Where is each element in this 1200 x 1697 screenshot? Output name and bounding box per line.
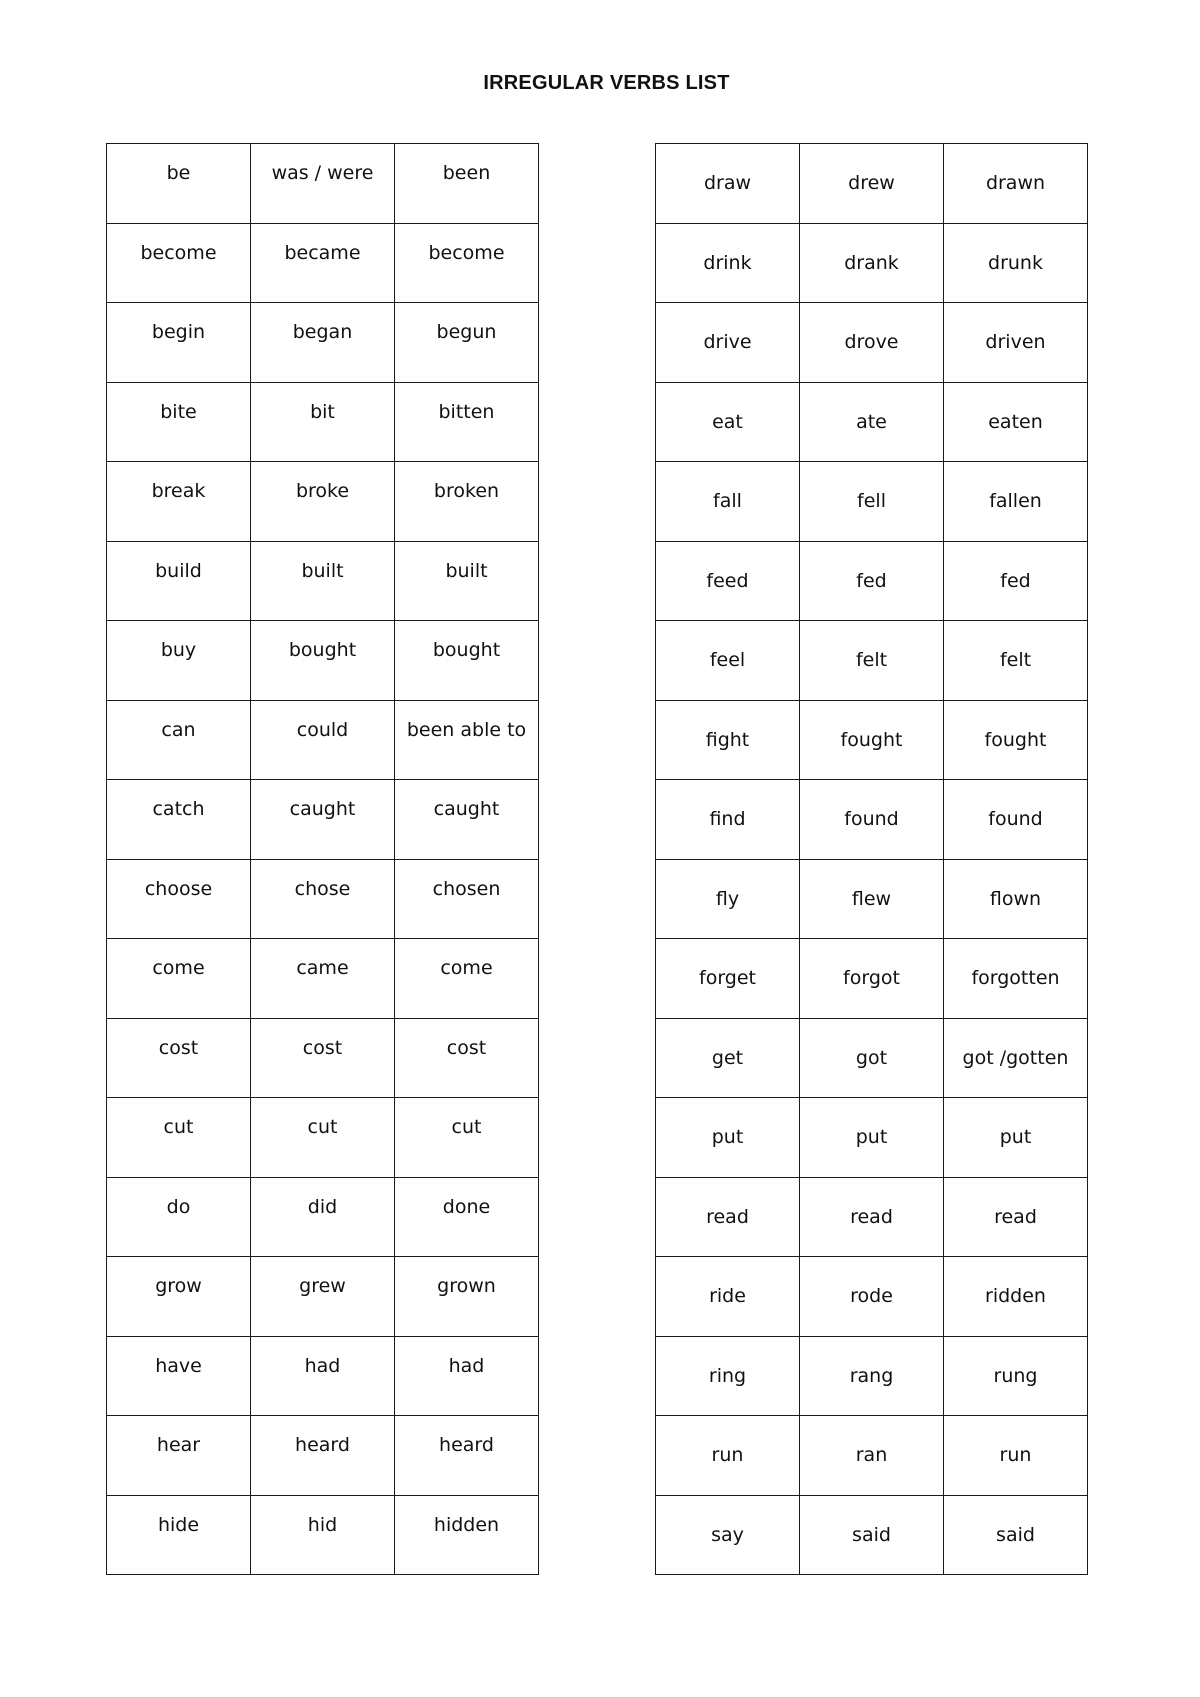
table-row (656, 1177, 1088, 1257)
verb-cell-base-form: become (107, 223, 251, 303)
verb-cell-past-simple: said (800, 1495, 944, 1575)
verb-cell-past-participle: run (944, 1416, 1088, 1496)
table-row (656, 1018, 1088, 1098)
verb-cell-base-form: do (107, 1177, 251, 1257)
verb-cell-base-form: drive (656, 303, 800, 383)
verb-cell-base-form: get (656, 1018, 800, 1098)
verb-cell-base-form: hide (107, 1495, 251, 1575)
verb-cell-past-simple: came (251, 939, 395, 1019)
verb-cell-past-simple: bought (251, 621, 395, 701)
table-row (107, 1336, 539, 1416)
verb-cell-base-form: choose (107, 859, 251, 939)
verb-cell-base-form: grow (107, 1257, 251, 1337)
table-row (107, 1018, 539, 1098)
verb-cell-base-form: fall (656, 462, 800, 542)
verbs-table-left (106, 143, 539, 1575)
verb-cell-past-participle: cut (395, 1098, 539, 1178)
verb-cell-past-simple: flew (800, 859, 944, 939)
verb-cell-past-participle: become (395, 223, 539, 303)
verb-cell-past-simple: rode (800, 1257, 944, 1337)
table-row (656, 1495, 1088, 1575)
table-row (656, 1336, 1088, 1416)
table-row (656, 223, 1088, 303)
verb-cell-past-participle: been (395, 144, 539, 224)
verb-cell-past-participle: said (944, 1495, 1088, 1575)
verbs-table-right (655, 143, 1088, 1575)
verb-cell-past-participle: ridden (944, 1257, 1088, 1337)
verb-cell-past-participle: cost (395, 1018, 539, 1098)
verb-cell-past-simple: could (251, 700, 395, 780)
verb-cell-base-form: fly (656, 859, 800, 939)
verb-cell-past-simple: built (251, 541, 395, 621)
verb-cell-base-form: be (107, 144, 251, 224)
verb-cell-past-participle: drunk (944, 223, 1088, 303)
verb-cell-base-form: drink (656, 223, 800, 303)
verb-cell-past-participle: bought (395, 621, 539, 701)
verb-cell-base-form: ring (656, 1336, 800, 1416)
table-row (656, 303, 1088, 383)
table-row (656, 1257, 1088, 1337)
verb-cell-past-participle: heard (395, 1416, 539, 1496)
verb-cell-past-simple: got (800, 1018, 944, 1098)
verb-cell-past-simple: put (800, 1098, 944, 1178)
verb-cell-base-form: fight (656, 700, 800, 780)
verb-cell-past-participle: forgotten (944, 939, 1088, 1019)
verb-cell-base-form: ride (656, 1257, 800, 1337)
verb-cell-past-participle: broken (395, 462, 539, 542)
verb-cell-past-participle: come (395, 939, 539, 1019)
verb-cell-base-form: feel (656, 621, 800, 701)
verb-cell-past-participle: rung (944, 1336, 1088, 1416)
table-row (656, 144, 1088, 224)
table-row (656, 462, 1088, 542)
verb-cell-past-simple: drank (800, 223, 944, 303)
verb-cell-base-form: bite (107, 382, 251, 462)
verb-cell-base-form: break (107, 462, 251, 542)
verbs-table-right-body (656, 144, 1088, 1575)
verb-cell-base-form: draw (656, 144, 800, 224)
table-row (107, 1495, 539, 1575)
verb-cell-past-participle: fallen (944, 462, 1088, 542)
verb-cell-past-participle: had (395, 1336, 539, 1416)
table-row (107, 382, 539, 462)
verb-cell-past-participle: drawn (944, 144, 1088, 224)
verb-cell-base-form: forget (656, 939, 800, 1019)
table-row (107, 144, 539, 224)
verb-cell-past-simple: forgot (800, 939, 944, 1019)
table-row (656, 700, 1088, 780)
table-row (656, 780, 1088, 860)
table-row (656, 1416, 1088, 1496)
verb-cell-past-simple: became (251, 223, 395, 303)
verb-cell-past-simple: ate (800, 382, 944, 462)
table-row (107, 700, 539, 780)
verb-cell-past-simple: caught (251, 780, 395, 860)
verb-cell-past-simple: felt (800, 621, 944, 701)
verb-cell-past-simple: began (251, 303, 395, 383)
verb-cell-past-simple: ran (800, 1416, 944, 1496)
verb-cell-past-participle: fought (944, 700, 1088, 780)
verb-cell-base-form: buy (107, 621, 251, 701)
verb-cell-base-form: feed (656, 541, 800, 621)
verb-cell-past-simple: heard (251, 1416, 395, 1496)
verb-cell-past-participle: grown (395, 1257, 539, 1337)
table-row (107, 780, 539, 860)
verb-cell-past-simple: read (800, 1177, 944, 1257)
verb-cell-base-form: catch (107, 780, 251, 860)
verb-cell-base-form: read (656, 1177, 800, 1257)
verb-cell-past-simple: grew (251, 1257, 395, 1337)
table-row (107, 1257, 539, 1337)
verb-cell-base-form: cut (107, 1098, 251, 1178)
verb-cell-past-simple: hid (251, 1495, 395, 1575)
verb-cell-past-simple: rang (800, 1336, 944, 1416)
verb-cell-past-participle: put (944, 1098, 1088, 1178)
verb-cell-past-simple: bit (251, 382, 395, 462)
verb-cell-past-participle: found (944, 780, 1088, 860)
verb-cell-past-simple: fed (800, 541, 944, 621)
table-row (107, 1177, 539, 1257)
verb-cell-past-simple: did (251, 1177, 395, 1257)
verb-cell-base-form: have (107, 1336, 251, 1416)
verb-cell-base-form: put (656, 1098, 800, 1178)
verb-cell-past-participle: done (395, 1177, 539, 1257)
table-row (107, 303, 539, 383)
verb-cell-past-participle: driven (944, 303, 1088, 383)
verb-cell-past-simple: fell (800, 462, 944, 542)
verb-cell-past-simple: cost (251, 1018, 395, 1098)
verb-cell-past-simple: found (800, 780, 944, 860)
table-row (107, 859, 539, 939)
verb-cell-past-simple: chose (251, 859, 395, 939)
verb-cell-past-participle: built (395, 541, 539, 621)
verb-cell-base-form: begin (107, 303, 251, 383)
verb-cell-base-form: say (656, 1495, 800, 1575)
verb-cell-past-participle: caught (395, 780, 539, 860)
table-row (107, 462, 539, 542)
verb-cell-base-form: come (107, 939, 251, 1019)
verb-cell-past-participle: read (944, 1177, 1088, 1257)
verb-cell-past-simple: had (251, 1336, 395, 1416)
table-row (656, 541, 1088, 621)
verb-cell-base-form: can (107, 700, 251, 780)
verb-cell-past-participle: begun (395, 303, 539, 383)
verb-cell-past-participle: felt (944, 621, 1088, 701)
verb-cell-past-participle: eaten (944, 382, 1088, 462)
verb-cell-past-simple: broke (251, 462, 395, 542)
verb-cell-past-simple: was / were (251, 144, 395, 224)
table-row (656, 939, 1088, 1019)
verb-cell-past-simple: fought (800, 700, 944, 780)
table-row (656, 859, 1088, 939)
table-row (107, 541, 539, 621)
table-row (656, 1098, 1088, 1178)
verb-cell-past-participle: flown (944, 859, 1088, 939)
verb-cell-past-participle: been able to (395, 700, 539, 780)
verb-cell-base-form: eat (656, 382, 800, 462)
verb-cell-base-form: hear (107, 1416, 251, 1496)
verb-cell-past-participle: chosen (395, 859, 539, 939)
verbs-table-left-body (107, 144, 539, 1575)
verb-cell-base-form: run (656, 1416, 800, 1496)
verb-cell-past-participle: got /gotten (944, 1018, 1088, 1098)
table-row (107, 939, 539, 1019)
verb-cell-base-form: find (656, 780, 800, 860)
verb-cell-base-form: build (107, 541, 251, 621)
page-title: IRREGULAR VERBS LIST (483, 72, 730, 94)
verb-cell-past-participle: hidden (395, 1495, 539, 1575)
table-row (107, 1098, 539, 1178)
verb-cell-base-form: cost (107, 1018, 251, 1098)
verb-cell-past-participle: bitten (395, 382, 539, 462)
table-row (656, 382, 1088, 462)
table-row (656, 621, 1088, 701)
table-row (107, 1416, 539, 1496)
verb-cell-past-simple: cut (251, 1098, 395, 1178)
table-row (107, 621, 539, 701)
verb-cell-past-simple: drew (800, 144, 944, 224)
table-row (107, 223, 539, 303)
verb-cell-past-simple: drove (800, 303, 944, 383)
verb-cell-past-participle: fed (944, 541, 1088, 621)
